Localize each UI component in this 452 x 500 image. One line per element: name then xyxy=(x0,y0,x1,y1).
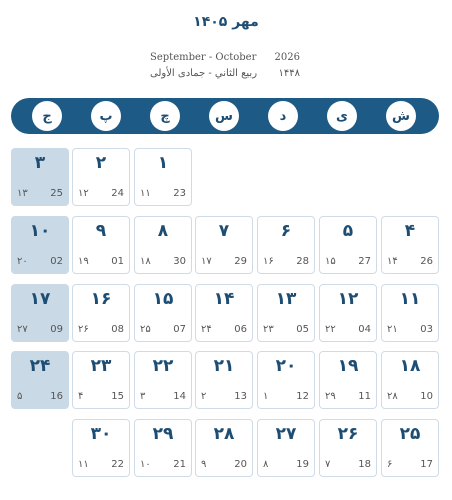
hijri-day: ۲۹ xyxy=(325,391,336,402)
gregorian-day: 18 xyxy=(358,459,371,470)
calendar-grid xyxy=(11,148,439,480)
weekday-3: س xyxy=(209,101,239,131)
gregorian-day: 03 xyxy=(420,324,433,335)
hijri-day: ۲ xyxy=(201,391,207,402)
day-cell[interactable] xyxy=(134,148,192,206)
hijri-day: ۲۸ xyxy=(387,391,398,402)
day-cell[interactable] xyxy=(257,419,315,477)
hijri-day: ۱۹ xyxy=(78,256,89,267)
day-cell[interactable] xyxy=(11,216,69,274)
hijri-day: ۲۳ xyxy=(263,324,274,335)
weekday-6: ج xyxy=(32,101,62,131)
persian-day-number: ۱۴ xyxy=(213,289,235,309)
hijri-day: ۱۳ xyxy=(17,188,28,199)
hijri-day: ۱۲ xyxy=(78,188,89,199)
day-cell[interactable] xyxy=(72,351,130,409)
day-cell[interactable] xyxy=(319,216,377,274)
gregorian-day: 30 xyxy=(173,256,186,267)
persian-day-number: ۲۹ xyxy=(152,424,174,444)
persian-day-number: ۲۴ xyxy=(29,356,51,376)
day-cell[interactable] xyxy=(11,284,69,342)
gregorian-day: 07 xyxy=(173,324,186,335)
gregorian-day: 13 xyxy=(234,391,247,402)
day-cell[interactable] xyxy=(195,351,253,409)
day-cell[interactable] xyxy=(134,284,192,342)
day-cell[interactable] xyxy=(134,419,192,477)
gregorian-day: 22 xyxy=(111,459,124,470)
persian-day-number: ۲ xyxy=(95,153,107,173)
hijri-day: ۱۶ xyxy=(263,256,274,267)
day-cell[interactable] xyxy=(319,351,377,409)
hijri-day: ۵ xyxy=(17,391,23,402)
day-cell[interactable] xyxy=(381,284,439,342)
day-cell[interactable] xyxy=(195,419,253,477)
gregorian-day: 06 xyxy=(234,324,247,335)
persian-day-number: ۱۷ xyxy=(29,289,51,309)
day-cell[interactable] xyxy=(72,419,130,477)
day-cell[interactable] xyxy=(381,419,439,477)
persian-day-number: ۳۰ xyxy=(90,424,112,444)
hijri-day: ۲۴ xyxy=(201,324,212,335)
persian-day-number: ۳ xyxy=(34,153,46,173)
persian-day-number: ۱۳ xyxy=(275,289,297,309)
gregorian-day: 21 xyxy=(173,459,186,470)
gregorian-day: 17 xyxy=(420,459,433,470)
persian-day-number: ۲۲ xyxy=(152,356,174,376)
day-cell[interactable] xyxy=(72,216,130,274)
gregorian-day: 12 xyxy=(296,391,309,402)
hijri-day: ۲۶ xyxy=(78,324,89,335)
day-cell[interactable] xyxy=(319,284,377,342)
persian-day-number: ۲۰ xyxy=(275,356,297,376)
hijri-day: ۹ xyxy=(201,459,207,470)
persian-day-number: ۱۸ xyxy=(399,356,421,376)
weekday-4: چ xyxy=(150,101,180,131)
hijri-day: ۷ xyxy=(325,459,331,470)
day-cell[interactable] xyxy=(195,284,253,342)
weekday-header-bar xyxy=(11,98,439,134)
hijri-day: ۱۵ xyxy=(325,256,336,267)
gregorian-day: 27 xyxy=(358,256,371,267)
persian-day-number: ۴ xyxy=(404,221,416,241)
day-cell[interactable] xyxy=(257,284,315,342)
day-cell[interactable] xyxy=(257,351,315,409)
gregorian-day: 24 xyxy=(111,188,124,199)
persian-day-number: ۲۷ xyxy=(275,424,297,444)
gregorian-day: 09 xyxy=(50,324,63,335)
gregorian-day: 28 xyxy=(296,256,309,267)
day-cell[interactable] xyxy=(319,419,377,477)
day-cell[interactable] xyxy=(381,351,439,409)
hijri-day: ۱۷ xyxy=(201,256,212,267)
persian-day-number: ۶ xyxy=(280,221,292,241)
hijri-subtitle xyxy=(150,68,300,79)
hijri-day: ۱۱ xyxy=(78,459,89,470)
hijri-day: ۴ xyxy=(78,391,84,402)
hijri-range: ربیع الثاني - جمادى الأولى xyxy=(150,68,258,79)
gregorian-day: 20 xyxy=(234,459,247,470)
hijri-day: ۱۱ xyxy=(140,188,151,199)
persian-day-number: ۵ xyxy=(342,221,354,241)
day-cell[interactable] xyxy=(381,216,439,274)
day-cell[interactable] xyxy=(72,148,130,206)
persian-day-number: ۱۲ xyxy=(337,289,359,309)
persian-day-number: ۲۶ xyxy=(337,424,359,444)
day-cell[interactable] xyxy=(11,148,69,206)
persian-day-number: ۲۵ xyxy=(399,424,421,444)
hijri-day: ۸ xyxy=(263,459,269,470)
gregorian-day: 01 xyxy=(111,256,124,267)
gregorian-day: 11 xyxy=(358,391,371,402)
gregorian-day: 02 xyxy=(50,256,63,267)
hijri-day: ۱۸ xyxy=(140,256,151,267)
gregorian-year: 2026 xyxy=(274,52,300,63)
persian-day-number: ۱۰ xyxy=(29,221,51,241)
gregorian-day: 10 xyxy=(420,391,433,402)
gregorian-day: 05 xyxy=(296,324,309,335)
gregorian-day: 23 xyxy=(173,188,186,199)
gregorian-day: 26 xyxy=(420,256,433,267)
gregorian-day: 19 xyxy=(296,459,309,470)
hijri-day: ۳ xyxy=(140,391,146,402)
hijri-day: ۶ xyxy=(387,459,393,470)
hijri-day: ۱ xyxy=(263,391,269,402)
gregorian-day: 25 xyxy=(50,188,63,199)
day-cell[interactable] xyxy=(134,351,192,409)
persian-day-number: ۱۹ xyxy=(337,356,359,376)
gregorian-day: 16 xyxy=(50,391,63,402)
persian-day-number: ۲۱ xyxy=(213,356,235,376)
persian-day-number: ۱۱ xyxy=(399,289,421,309)
persian-day-number: ۹ xyxy=(95,221,107,241)
gregorian-day: 04 xyxy=(358,324,371,335)
persian-day-number: ۱۶ xyxy=(90,289,112,309)
day-cell[interactable] xyxy=(134,216,192,274)
gregorian-day: 14 xyxy=(173,391,186,402)
persian-day-number: ۲۸ xyxy=(213,424,235,444)
persian-day-number: ۷ xyxy=(218,221,230,241)
hijri-day: ۲۱ xyxy=(387,324,398,335)
hijri-day: ۲۰ xyxy=(17,256,28,267)
weekday-1: ی xyxy=(327,101,357,131)
persian-day-number: ۱ xyxy=(157,153,169,173)
day-cell[interactable] xyxy=(11,351,69,409)
day-cell[interactable] xyxy=(72,284,130,342)
persian-day-number: ۸ xyxy=(157,221,169,241)
hijri-day: ۲۲ xyxy=(325,324,336,335)
weekday-5: پ xyxy=(91,101,121,131)
hijri-day: ۱۰ xyxy=(140,459,151,470)
hijri-day: ۱۴ xyxy=(387,256,398,267)
day-cell[interactable] xyxy=(257,216,315,274)
gregorian-subtitle xyxy=(150,52,300,63)
gregorian-day: 15 xyxy=(111,391,124,402)
weekday-2: د xyxy=(268,101,298,131)
hijri-day: ۲۵ xyxy=(140,324,151,335)
gregorian-day: 29 xyxy=(234,256,247,267)
gregorian-range: September - October xyxy=(150,52,257,63)
hijri-year: ۱۴۴۸ xyxy=(278,68,300,79)
gregorian-day: 08 xyxy=(111,324,124,335)
hijri-day: ۲۷ xyxy=(17,324,28,335)
persian-day-number: ۲۳ xyxy=(90,356,112,376)
month-title: مهر ۱۴۰۵ xyxy=(193,14,259,30)
weekday-0: ش xyxy=(386,101,416,131)
day-cell[interactable] xyxy=(195,216,253,274)
persian-day-number: ۱۵ xyxy=(152,289,174,309)
